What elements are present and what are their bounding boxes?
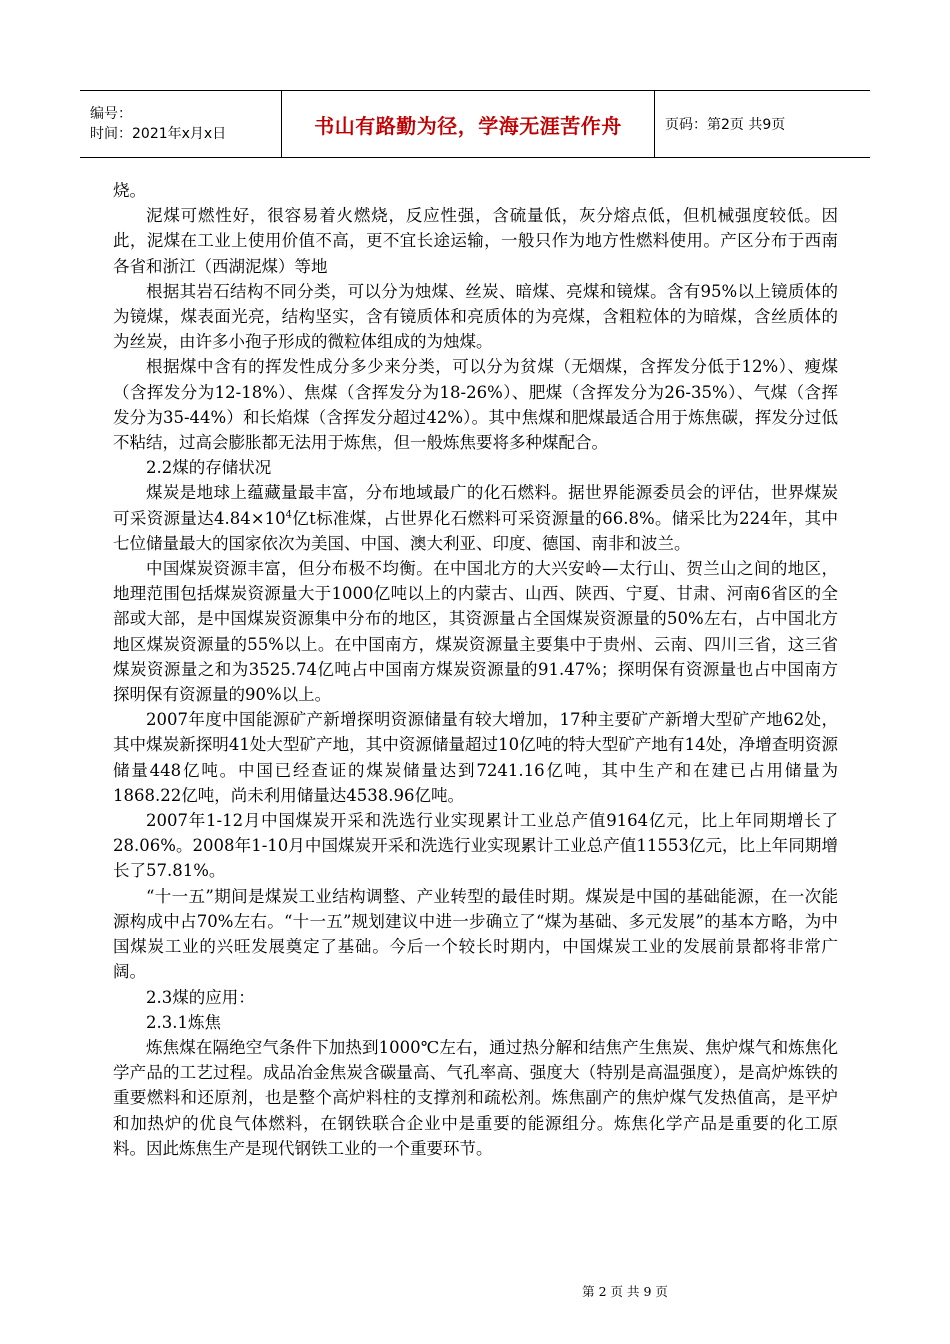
superscript: 4 — [285, 509, 292, 521]
section-heading-2-3-1: 2.3.1炼焦 — [146, 1012, 221, 1032]
document-body — [113, 178, 838, 1161]
paragraph-continuation: 烧。 — [113, 181, 146, 200]
document-date-label: 时间：2021年x月x日 — [90, 126, 227, 142]
header-motto — [282, 91, 655, 157]
paragraph-coking: 炼焦煤在隔绝空气条件下加热到1000℃左右，通过热分解和结焦产生焦炭、焦炉煤气和炼焦化学产品的工艺过程。成品冶金焦炭含碳量高、气孔率高、强度大（特别是高温强度），是高炉炼铁的重要燃料和还原剂，也是整个高炉料柱的支撑剂和疏松剂。炼焦副产的焦炉煤气发热值高，是平炉和加热炉的优良气体燃料，在钢铁联合企业中是重要的能源组分。炼焦化学产品是重要的化工原料。因此炼焦生产是现代钢铁工业的一个重要环节。 — [113, 1037, 838, 1158]
paragraph-eleventh-five-year: “十一五”期间是煤炭工业结构调整、产业转型的最佳时期。煤炭是中国的基础能源，在一次能源构成中占70%左右。“十一五”规划建议中进一步确立了“煤为基础、多元发展”的基本方略，为中国煤炭工业的兴旺发展奠定了基础。今后一个较长时期内，中国煤炭工业的发展前景都将非常广阔。 — [113, 886, 838, 982]
header-meta — [80, 91, 282, 157]
page-footer: 第 2 页 共 9 页 — [582, 1284, 668, 1299]
world-reserves-text-b: 亿t标准煤，占世界化石燃料可采资源量的66.8%。储采比为224年，其中七位储量最大的国家依次为美国、中国、澳大利亚、印度、德国、南非和波兰。 — [113, 508, 838, 553]
document-number-label: 编号： — [90, 106, 132, 122]
section-heading-2-3: 2.3煤的应用： — [146, 987, 255, 1007]
paragraph-china-distribution: 中国煤炭资源丰富，但分布极不均衡。在中国北方的大兴安岭—太行山、贺兰山之间的地区，地理范围包括煤炭资源量大于1000亿吨以上的内蒙古、山西、陕西、宁夏、甘肃、河南6省区的全部或大部，是中国煤炭资源集中分布的地区，其资源量占全国煤炭资源量的50%左右，占中国北方地区煤炭资源量的55%以上。在中国南方，煤炭资源量主要集中于贵州、云南、四川三省，这三省煤炭资源量之和为3525.74亿吨占中国南方煤炭资源量的91.47%；探明保有资源量也占中国南方探明保有资源量的90%以上。 — [113, 559, 838, 705]
paragraph-peat-coal: 泥煤可燃性好，很容易着火燃烧，反应性强，含硫量低，灰分熔点低，但机械强度较低。因此，泥煤在工业上使用价值不高，更不宜长途运输，一般只作为地方性燃料使用。产区分布于西南各省和浙江（西湖泥煤）等地 — [113, 206, 838, 276]
motto-text: 书山有路勤为径，学海无涯苦作舟 — [314, 113, 622, 138]
world-reserves-text-a: 煤炭是地球上蕴藏量最丰富，分布地域最广的化石燃料。据世界能源委员会的评估，世界煤炭可采资源量达4.84×10 — [113, 483, 838, 528]
section-heading-2-2: 2.2煤的存储状况 — [146, 458, 272, 478]
paragraph-world-reserves — [113, 480, 838, 556]
paragraph-2007-exploration: 2007年度中国能源矿产新增探明资源储量有较大增加，17种主要矿产新增大型矿产地62处，其中煤炭新探明41处大型矿产地，其中资源储量超过10亿吨的特大型矿产地有14处，净增查明资源储量448亿吨。中国已经查证的煤炭储量达到7241.16亿吨，其中生产和在建已占用储量为1868.22亿吨，尚未利用储量达4538.96亿吨。 — [113, 710, 838, 805]
header-page-number: 页码：第2页 共9页 — [665, 117, 786, 133]
page-header — [80, 90, 870, 158]
paragraph-output-value: 2007年1-12月中国煤炭开采和洗选行业实现累计工业总产值9164亿元，比上年同期增长了28.06%。2008年1-10月中国煤炭开采和洗选行业实现累计工业总产值11553亿元，比上年同期增长了57.81%。 — [113, 811, 838, 881]
paragraph-rock-structure: 根据其岩石结构不同分类，可以分为烛煤、丝炭、暗煤、亮煤和镜煤。含有95%以上镜质体的为镜煤，煤表面光亮，结构坚实，含有镜质体和亮质体的为亮煤，含粗粒体的为暗煤，含丝质体的为丝炭，由许多小孢子形成的微粒体组成的为烛煤。 — [113, 281, 838, 352]
paragraph-volatile-content: 根据煤中含有的挥发性成分多少来分类，可以分为贫煤（无烟煤，含挥发分低于12%）、瘦煤（含挥发分为12-18%）、焦煤（含挥发分为18-26%）、肥煤（含挥发分为26-35%）、气煤（含挥发分为35-44%）和长焰煤（含挥发分超过42%）。其中焦煤和肥煤最适合用于炼焦碳，挥发分过低不粘结，过高会膨胀都无法用于炼焦，但一般炼焦要将多种煤配合。 — [113, 357, 838, 453]
